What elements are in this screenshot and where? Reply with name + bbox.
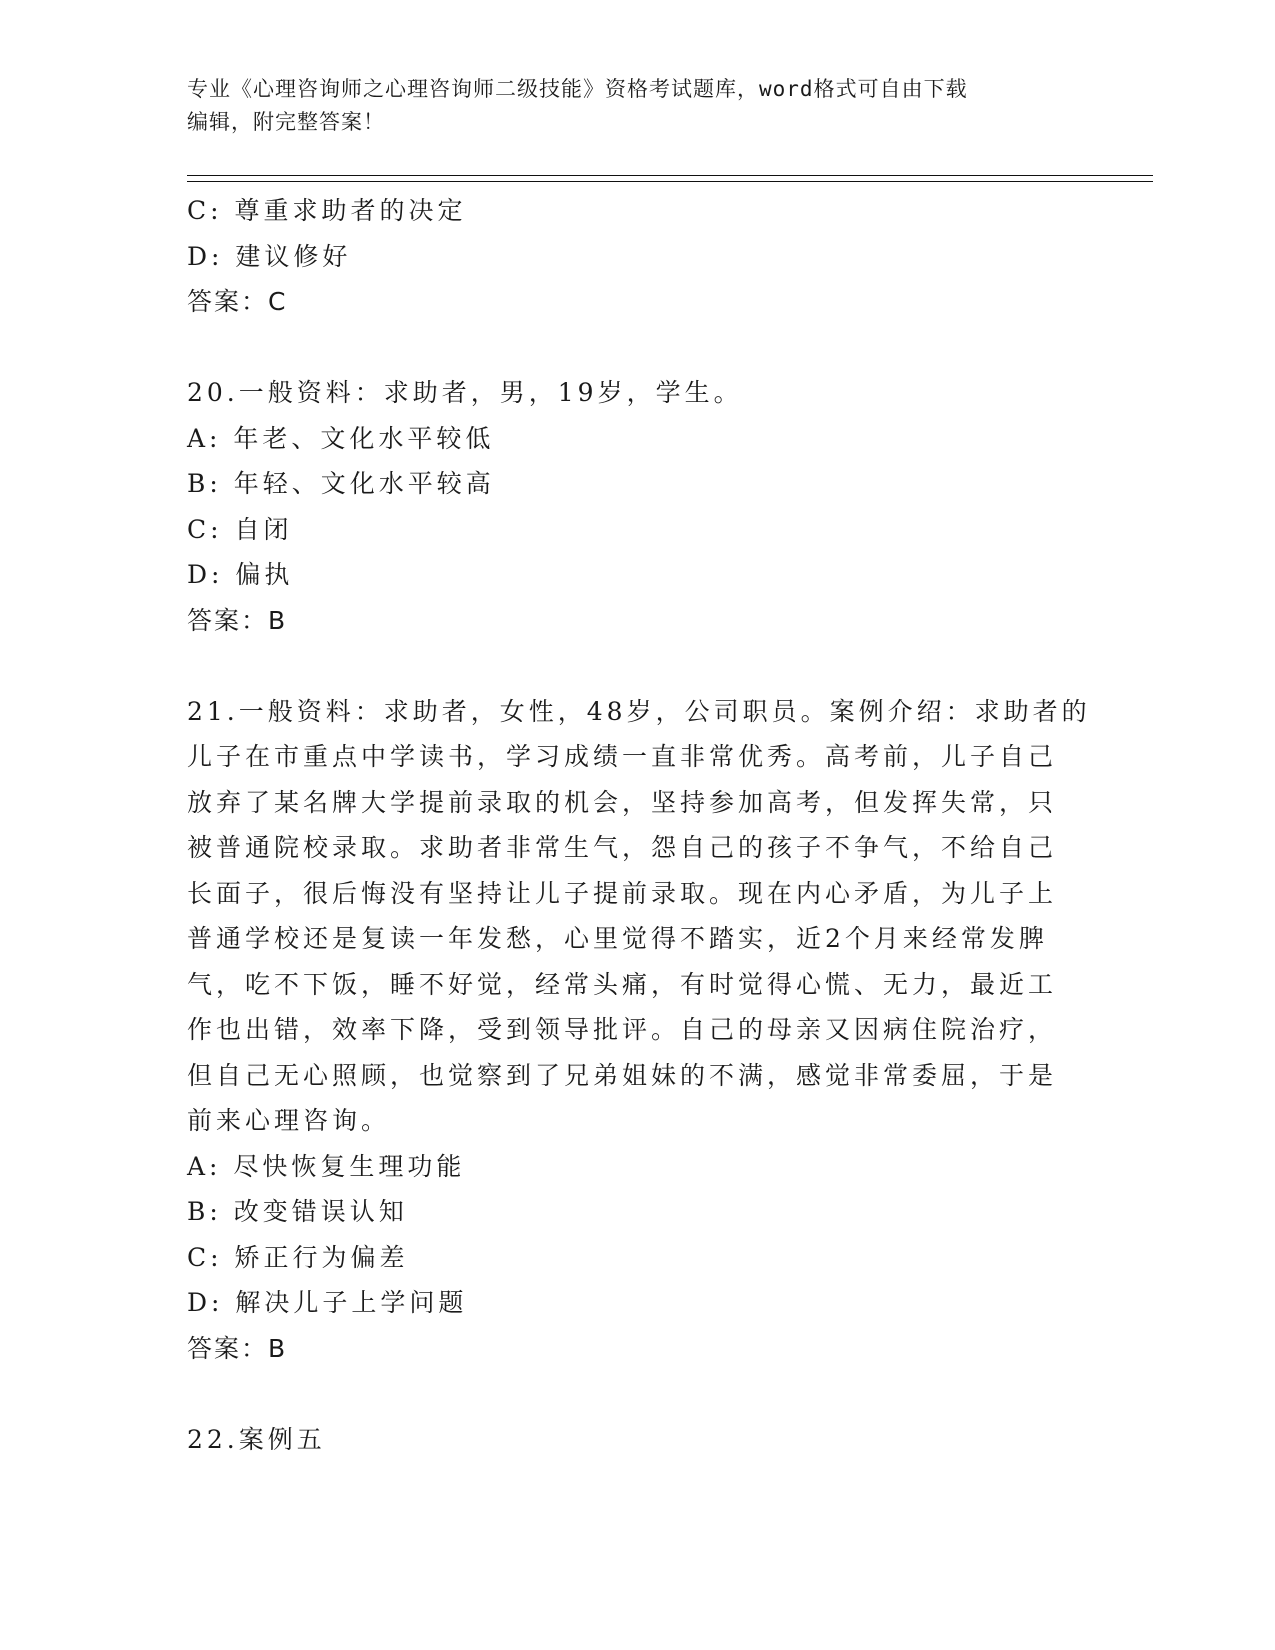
q21-option-d: D: 解决儿子上学问题: [187, 1288, 468, 1317]
q20-stem: 20.一般资料：求助者，男，19岁，学生。: [187, 378, 743, 407]
q21-stem-line: 儿子在市重点中学读书，学习成绩一直非常优秀。高考前，儿子自己: [187, 742, 1058, 771]
q19-option-c: C: 尊重求助者的决定: [187, 196, 467, 225]
document-body: [187, 188, 1091, 1462]
header-line-2: 编辑，附完整答案！: [187, 110, 385, 134]
spacer: [187, 643, 1087, 689]
q20-option-c: C: 自闭: [187, 514, 293, 544]
q20-answer: 答案：B: [187, 605, 288, 635]
q19-option-d: D: 建议修好: [187, 241, 352, 271]
q21-answer: 答案：B: [187, 1333, 288, 1363]
q21-option-c: C: 矫正行为偏差: [187, 1242, 409, 1272]
q21-option-a: A: 尽快恢复生理功能: [187, 1151, 466, 1181]
q21-option-b: B: 改变错误认知: [187, 1197, 408, 1226]
q21-stem-line: 长面子，很后悔没有坚持让儿子提前录取。现在内心矛盾，为儿子上: [187, 878, 1058, 908]
q20-option-d: D: 偏执: [187, 560, 294, 589]
q21-stem-line: 21.一般资料：求助者，女性，48岁，公司职员。案例介绍：求助者的: [187, 696, 1091, 726]
spacer: [187, 325, 1087, 371]
spacer: [187, 1371, 1087, 1417]
q22-stem: 22.案例五: [187, 1424, 326, 1454]
q21-stem-line: 作也出错，效率下降，受到领导批评。自己的母亲又因病住院治疗，: [187, 1015, 1058, 1044]
q21-stem-line: 前来心理咨询。: [187, 1106, 391, 1135]
header-rule-bottom: [187, 181, 1153, 182]
q19-answer: 答案：C: [187, 287, 288, 316]
q21-stem: [187, 689, 1091, 1144]
header-rule-top: [187, 175, 1153, 176]
header-line-1: 专业《心理咨询师之心理咨询师二级技能》资格考试题库，word格式可自由下载: [187, 77, 968, 101]
q20-option-b: B: 年轻、文化水平较高: [187, 469, 495, 498]
q21-stem-line: 被普通院校录取。求助者非常生气，怨自己的孩子不争气，不给自己: [187, 833, 1058, 862]
q21-stem-line: 放弃了某名牌大学提前录取的机会，坚持参加高考，但发挥失常，只: [187, 787, 1058, 817]
q21-stem-line: 但自己无心照顾，也觉察到了兄弟姐妹的不满，感觉非常委屈，于是: [187, 1060, 1058, 1090]
q21-stem-line: 普通学校还是复读一年发愁，心里觉得不踏实，近2个月来经常发脾: [187, 924, 1048, 953]
q20-option-a: A: 年老、文化水平较低: [187, 423, 495, 453]
q21-stem-line: 气，吃不下饭，睡不好觉，经常头痛，有时觉得心慌、无力，最近工: [187, 969, 1058, 999]
document-header: [187, 73, 1067, 139]
